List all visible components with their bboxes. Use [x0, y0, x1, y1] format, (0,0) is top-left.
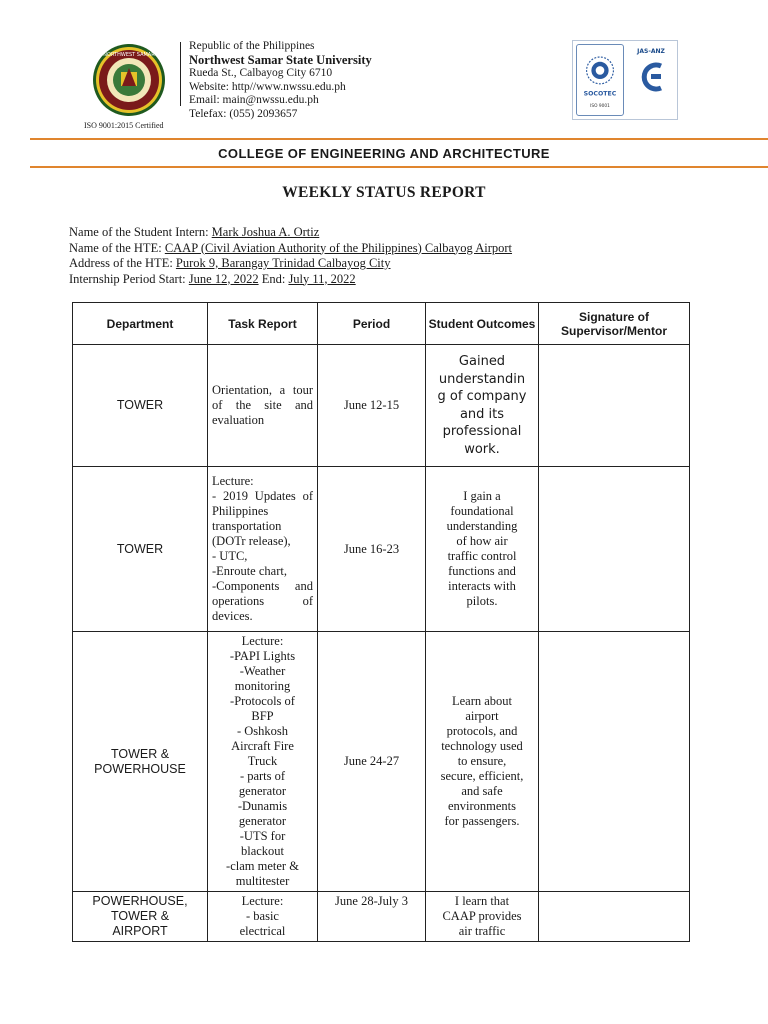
- svg-text:JAS-ANZ: JAS-ANZ: [637, 48, 665, 55]
- republic-line: Republic of the Philippines: [189, 40, 315, 52]
- certification-badges: [572, 40, 678, 120]
- university-seal-logo: [84, 42, 174, 118]
- header-task-report: Task Report: [208, 303, 318, 345]
- table-row: [73, 892, 690, 942]
- university-email: Email: main@nwssu.edu.ph: [189, 94, 319, 106]
- header-signature: Signature of Supervisor/Mentor: [539, 303, 690, 345]
- status-report-table: [72, 302, 690, 942]
- report-title: WEEKLY STATUS REPORT: [282, 184, 486, 201]
- jas-anz-badge: [627, 44, 675, 116]
- intern-name-line: [69, 225, 512, 241]
- hte-address-label: Address of the HTE:: [69, 256, 173, 270]
- row-period: June 28-July 3: [318, 892, 426, 942]
- college-name: COLLEGE OF ENGINEERING AND ARCHITECTURE: [218, 146, 550, 161]
- header-rule-top: [30, 138, 768, 140]
- row-outcome: Gained understandin g of company and its professional work.: [426, 345, 539, 467]
- row-signature[interactable]: [539, 632, 690, 892]
- row-outcome: I learn that CAAP provides air traffic: [426, 892, 539, 942]
- table-row: [73, 467, 690, 632]
- period-start-value: June 12, 2022: [188, 271, 259, 286]
- header-rule-bottom: [30, 166, 768, 168]
- university-website: Website: http//www.nwssu.edu.ph: [189, 80, 346, 93]
- hte-name-label: Name of the HTE:: [69, 240, 162, 255]
- row-outcome: I gain a foundational understanding of how air traffic control functions and interacts with pilots.: [426, 467, 539, 632]
- row-department: TOWER: [73, 345, 208, 467]
- header-department: Department: [73, 303, 208, 345]
- header-period: Period: [318, 303, 426, 345]
- period-end-label: End:: [261, 271, 286, 286]
- hte-address-value: Purok 9, Barangay Trinidad Calbayog City: [175, 256, 391, 270]
- intern-name-label: Name of the Student Intern:: [69, 225, 209, 239]
- row-outcome: Learn about airport protocols, and technology used to ensure, secure, efficient, and safe environments for passengers.: [426, 632, 539, 892]
- university-telefax: Telefax: (055) 2093657: [189, 107, 298, 120]
- table-row: [73, 632, 690, 892]
- row-task: Lecture: - basic electrical: [208, 892, 318, 942]
- university-address: Rueda St., Calbayog City 6710: [189, 67, 333, 79]
- table-header-row: [73, 303, 690, 345]
- intern-name-value: Mark Joshua A. Ortiz: [211, 225, 320, 239]
- internship-period-line: [69, 272, 512, 288]
- row-signature[interactable]: [539, 467, 690, 632]
- header-student-outcomes: Student Outcomes: [426, 303, 539, 345]
- row-signature[interactable]: [539, 892, 690, 942]
- row-period: June 12-15: [318, 345, 426, 467]
- period-start-label: Internship Period Start:: [69, 271, 186, 286]
- iso-certified-label: ISO 9001:2015 Certified: [84, 121, 164, 130]
- hte-address-line: [69, 256, 512, 272]
- row-task: Orientation, a tour of the site and evaluation: [208, 345, 318, 467]
- header-divider: [180, 42, 181, 106]
- seal-text: NORTHWEST SAMAR: [103, 52, 155, 58]
- university-name: Northwest Samar State University: [189, 52, 372, 67]
- university-header: [189, 40, 372, 121]
- row-period: June 16-23: [318, 467, 426, 632]
- hte-name-value: CAAP (Civil Aviation Authority of the Philippines) Calbayog Airport: [164, 240, 513, 255]
- row-department: TOWER & POWERHOUSE: [73, 632, 208, 892]
- socotec-badge: [576, 44, 624, 116]
- intern-info: [69, 225, 512, 287]
- row-task: Lecture: -PAPI Lights -Weather monitoring -Protocols of BFP - Oshkosh Aircraft Fire Truck - parts of generator -Dunamis generator -UTS for blackout -clam meter & multitester: [208, 632, 318, 892]
- hte-name-line: [69, 241, 512, 257]
- row-signature[interactable]: [539, 345, 690, 467]
- svg-text:ISO 9001: ISO 9001: [590, 103, 610, 109]
- row-period: June 24-27: [318, 632, 426, 892]
- row-task: Lecture: - 2019 Updates of Philippines transportation (DOTr release), - UTC, -Enroute chart, -Components and operations of devices.: [208, 467, 318, 632]
- row-department: POWERHOUSE, TOWER & AIRPORT: [73, 892, 208, 942]
- row-department: TOWER: [73, 467, 208, 632]
- svg-text:SOCOTEC: SOCOTEC: [583, 90, 617, 98]
- period-end-value: July 11, 2022: [288, 271, 356, 286]
- table-row: [73, 345, 690, 467]
